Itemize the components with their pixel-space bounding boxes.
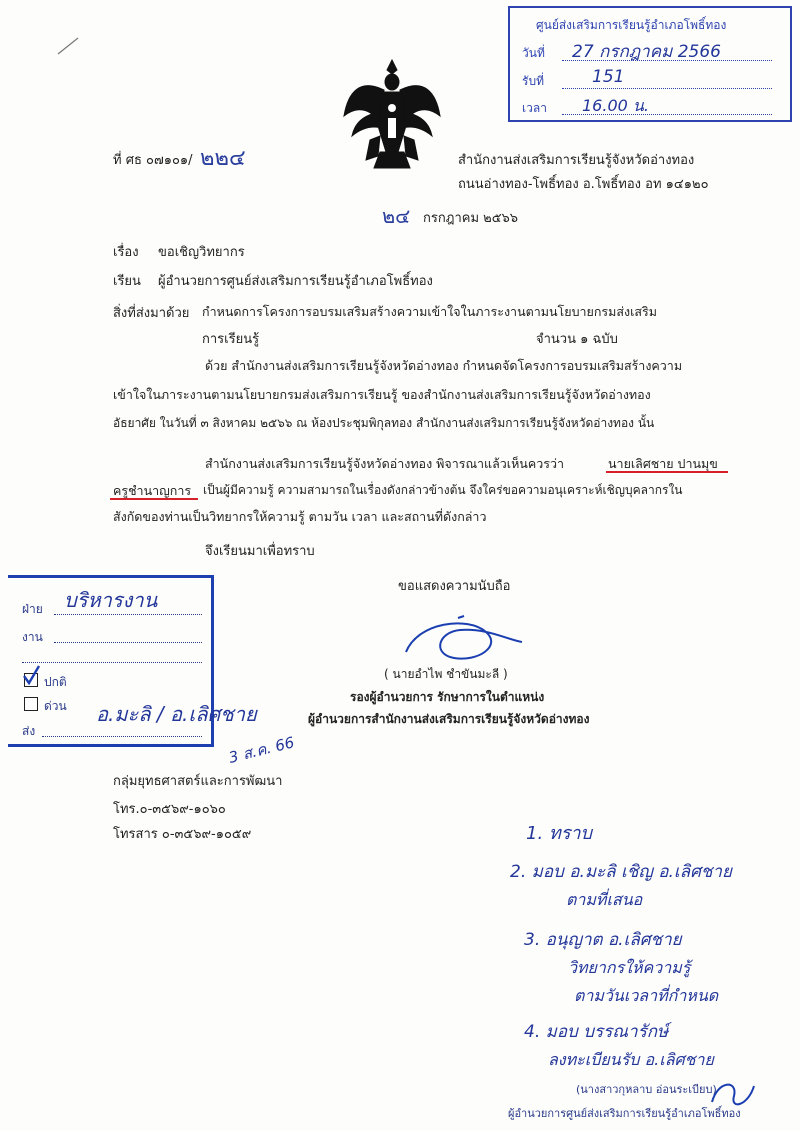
checkmark-icon	[21, 664, 41, 686]
speaker-position: ครูชำนาญการ	[113, 483, 192, 498]
routing-dept-label: ฝ่าย	[22, 602, 43, 616]
paragraph1-line1: ด้วย สำนักงานส่งเสริมการเรียนรู้จังหวัดอ่างทอง กำหนดจัดโครงการอบรมเสริมสร้างความ	[205, 358, 683, 373]
enclosure-line1: กำหนดการโครงการอบรมเสริมสร้างความเข้าใจในภาระงานตามนโยบายกรมส่งเสริม	[202, 304, 657, 319]
signer-position-line1: รองผู้อำนวยการ รักษาการในตำแหน่ง	[350, 690, 545, 704]
invited-speaker-name: นายเลิศชาย ปานมุข	[608, 456, 718, 471]
department: กลุ่มยุทธศาสตร์และการพัฒนา	[113, 774, 283, 789]
subject-label: เรื่อง	[113, 245, 139, 260]
order-line4: 4. มอบ บรรณารักษ์	[524, 1022, 669, 1042]
reference-label: ที่ ศธ ๐๗๑๐๑/	[113, 153, 193, 168]
speaker-position-underline	[110, 498, 198, 500]
order-line1: 1. ทราบ	[526, 823, 592, 844]
signer-name: ( นายอำไพ ชำขันมะลี )	[384, 667, 508, 681]
receipt-number-value: 151	[592, 67, 625, 87]
routing-send-value: อ.มะลิ / อ.เลิศชาย	[96, 702, 257, 726]
routing-normal-label: ปกติ	[44, 675, 67, 689]
paragraph2-line1: สำนักงานส่งเสริมการเรียนรู้จังหวัดอ่างทอง พิจารณาแล้วเห็นควรว่า	[205, 456, 564, 471]
fax: โทรสาร ๐-๓๕๖๙-๑๐๕๙	[113, 827, 252, 842]
closing: จึงเรียนมาเพื่อทราบ	[205, 544, 315, 559]
routing-stamp	[8, 575, 257, 747]
to-text: ผู้อำนวยการศูนย์ส่งเสริมการเรียนรู้อำเภอโพธิ์ทอง	[158, 274, 433, 289]
order-line4b: ลงทะเบียนรับ อ.เลิศชาย	[548, 1050, 714, 1069]
margin-mark	[56, 36, 80, 56]
receipt-date-value: 27 กรกฎาคม 2566	[572, 42, 721, 62]
order-line2b: ตามที่เสนอ	[566, 890, 643, 909]
letter-date-day: ๒๔	[382, 204, 411, 228]
letter-date: กรกฎาคม ๒๕๖๖	[423, 211, 519, 226]
receipt-time-value: 16.00 น.	[582, 96, 649, 115]
receipt-stamp-title: ศูนย์ส่งเสริมการเรียนรู้อำเภอโพธิ์ทอง	[536, 18, 727, 32]
director-title: ผู้อำนวยการศูนย์ส่งเสริมการเรียนรู้อำเภอโพธิ์ทอง	[508, 1107, 741, 1120]
receipt-number-label: รับที่	[522, 74, 544, 88]
paragraph1-line2: เข้าใจในภาระงานตามนโยบายกรมส่งเสริมการเรียนรู้ ของสำนักงานส่งเสริมการเรียนรู้จังหวัดอ่างทอง	[113, 387, 651, 402]
reference-number: ๒๒๔	[200, 146, 246, 171]
order-line2: 2. มอบ อ.มะลิ เชิญ อ.เลิศชาย	[510, 862, 732, 882]
routing-send-label: ส่ง	[22, 724, 36, 738]
to-label: เรียน	[113, 274, 141, 289]
regards: ขอแสดงความนับถือ	[398, 579, 511, 594]
signer-position-line2: ผู้อำนวยการสำนักงานส่งเสริมการเรียนรู้จังหวัดอ่างทอง	[308, 712, 590, 726]
org-address: ถนนอ่างทอง-โพธิ์ทอง อ.โพธิ์ทอง อท ๑๔๑๒๐	[458, 177, 709, 192]
receipt-date-label: วันที่	[522, 46, 545, 60]
routing-task-label: งาน	[22, 630, 43, 644]
garuda-emblem	[340, 56, 444, 174]
order-line3b: วิทยากรให้ความรู้	[568, 958, 691, 977]
routing-dept-value: บริหารงาน	[64, 588, 158, 612]
director-name: (นางสาวกุหลาบ อ่อนระเบียบ)	[576, 1083, 717, 1096]
paragraph1-line3: อัธยาศัย ในวันที่ ๓ สิงหาคม ๒๕๖๖ ณ ห้องประชุมพิกุลทอง สำนักงานส่งเสริมการเรียนรู้จังหวัดอ่างทอง นั้น	[113, 416, 655, 430]
org-name: สำนักงานส่งเสริมการเรียนรู้จังหวัดอ่างทอง	[458, 153, 695, 168]
routing-urgent-label: ด่วน	[44, 699, 67, 713]
order-line3: 3. อนุญาต อ.เลิศชาย	[524, 930, 682, 950]
enclosure-line2: การเรียนรู้	[202, 332, 260, 347]
paragraph2-line2: เป็นผู้มีความรู้ ความสามารถในเรื่องดังกล่าวข้างต้น จึงใคร่ขอความอนุเคราะห์เชิญบุคลากรใน	[203, 483, 683, 497]
paragraph2-line3: สังกัดของท่านเป็นวิทยากรให้ความรู้ ตามวัน เวลา และสถานที่ดังกล่าว	[113, 509, 487, 524]
enclosure-quantity: จำนวน ๑ ฉบับ	[536, 332, 618, 347]
subject-text: ขอเชิญวิทยากร	[158, 245, 245, 260]
receipt-stamp	[508, 6, 792, 122]
telephone: โทร.๐-๓๕๖๙-๑๐๖๐	[113, 802, 226, 817]
order-line3c: ตามวันเวลาที่กำหนด	[574, 986, 719, 1005]
enclosure-label: สิ่งที่ส่งมาด้วย	[113, 306, 190, 321]
signature	[398, 612, 528, 670]
receipt-time-label: เวลา	[522, 101, 547, 115]
speaker-name-underline	[606, 471, 728, 473]
urgent-checkbox	[24, 697, 38, 711]
routing-note: 3 ส.ค. 66	[226, 733, 297, 767]
